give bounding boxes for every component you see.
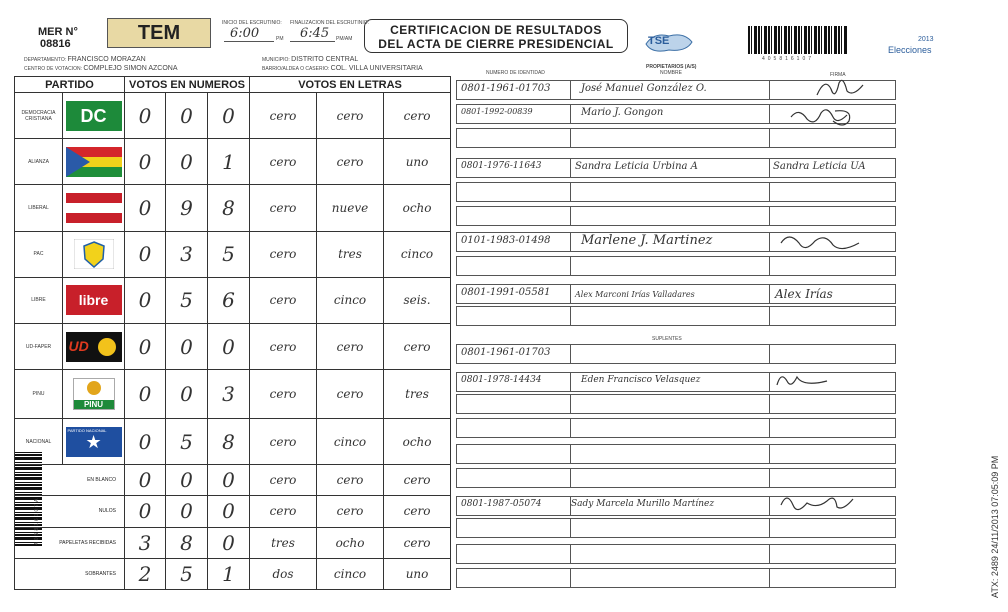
- member-name: José Manuel González O.: [581, 83, 707, 94]
- digit: 6: [208, 277, 250, 323]
- id-cell: [457, 545, 571, 563]
- barcode-top: [748, 26, 848, 54]
- suplentes-label: SUPLENTES: [652, 336, 682, 342]
- start-ampm: PM: [276, 36, 284, 42]
- digit: 1: [208, 558, 250, 589]
- table-row: [15, 93, 451, 139]
- party-name: NACIONAL: [15, 418, 63, 464]
- member-row: [456, 344, 896, 364]
- member-row: [456, 568, 896, 588]
- digit: 0: [125, 93, 166, 139]
- nacional-logo-text: PARTIDO NACIONAL: [67, 427, 107, 433]
- table-row: [15, 139, 451, 185]
- table-row: [15, 418, 451, 464]
- digit: 0: [166, 496, 208, 527]
- party-logo-ud: [63, 324, 125, 370]
- year-label: 2013: [918, 36, 934, 43]
- word: tres: [317, 231, 384, 277]
- table-row: [15, 558, 451, 589]
- pinu-sun-icon: [87, 381, 101, 395]
- party-name: PINU: [15, 370, 63, 419]
- digit: 0: [166, 465, 208, 496]
- id-cell: [457, 183, 571, 201]
- member-row: [456, 444, 896, 464]
- sign-divider: [769, 569, 770, 587]
- table-row: [15, 324, 451, 370]
- word: cinco: [317, 558, 384, 589]
- document-title: [364, 19, 628, 53]
- libre-logo-text: libre: [66, 285, 122, 315]
- word: dos: [250, 558, 317, 589]
- member-id: 0801-1961-01703: [461, 83, 551, 94]
- digit: 0: [125, 185, 166, 231]
- word: cinco: [317, 418, 384, 464]
- digit: 3: [125, 527, 166, 558]
- sign-label: FIRMA: [830, 72, 846, 78]
- table-row: [15, 277, 451, 323]
- word: cero: [317, 93, 384, 139]
- id-cell: [457, 307, 571, 325]
- party-logo-pac: [63, 231, 125, 277]
- results-table: [14, 76, 450, 590]
- sign-divider: [769, 129, 770, 147]
- underline-start: [224, 41, 274, 42]
- id-cell: [457, 469, 571, 487]
- row-label: NULOS: [15, 496, 125, 527]
- title-line-1: CERTIFICACION DE RESULTADOS: [390, 23, 602, 37]
- member-row: [456, 256, 896, 276]
- word: cero: [317, 139, 384, 185]
- alianza-flag-icon: [66, 147, 122, 177]
- digit: 0: [166, 370, 208, 419]
- signature-icon: [777, 491, 857, 517]
- sign-divider: [769, 345, 770, 363]
- signature-icon: [809, 75, 869, 103]
- party-logo-nacional: [63, 418, 125, 464]
- liberal-flag-icon: [66, 193, 122, 223]
- member-id: 0101-1983-01498: [461, 235, 551, 246]
- word: tres: [250, 527, 317, 558]
- table-row: [15, 496, 451, 527]
- owners-label: PROPIETARIOS (A/S): [646, 64, 697, 70]
- signature-icon: [787, 103, 857, 129]
- end-time: 6:45: [300, 26, 330, 41]
- col-letters: VOTOS EN LETRAS: [250, 77, 451, 93]
- digit: 0: [166, 324, 208, 370]
- digit: 0: [208, 465, 250, 496]
- mer-number: 08816: [40, 38, 71, 50]
- tse-logo: [642, 30, 696, 56]
- sign-divider: [769, 545, 770, 563]
- digit: 8: [208, 185, 250, 231]
- party-name: PAC: [15, 231, 63, 277]
- digit: 8: [208, 418, 250, 464]
- id-cell: [457, 395, 571, 413]
- member-id: 0801-1961-01703: [461, 347, 551, 358]
- digit: 5: [166, 418, 208, 464]
- table-header-row: [15, 77, 451, 93]
- results-grid: [14, 76, 451, 590]
- digit: 5: [208, 231, 250, 277]
- id-label: NUMERO DE IDENTIDAD: [486, 70, 545, 76]
- word: cero: [250, 139, 317, 185]
- row-label: SOBRANTES: [15, 558, 125, 589]
- end-ampm: PM/AM: [336, 36, 353, 42]
- id-cell: [457, 445, 571, 463]
- party-logo-alianza: [63, 139, 125, 185]
- digit: 1: [208, 139, 250, 185]
- table-row: [15, 231, 451, 277]
- pinu-logo-text: PINU: [74, 400, 114, 409]
- col-numbers: VOTOS EN NUMEROS: [125, 77, 250, 93]
- sign-divider: [769, 373, 770, 391]
- member-name: Mario J. Gongon: [581, 107, 664, 118]
- digit: 8: [166, 527, 208, 558]
- member-name: Eden Francisco Velasquez: [581, 375, 701, 385]
- party-logo-liberal: [63, 185, 125, 231]
- word: cero: [317, 496, 384, 527]
- member-row: [456, 544, 896, 564]
- sign-divider: [769, 207, 770, 225]
- sign-divider: [769, 285, 770, 303]
- id-cell: [457, 569, 571, 587]
- muni-label: MUNICIPIO: DISTRITO CENTRAL: [262, 56, 359, 63]
- digit: 3: [208, 370, 250, 419]
- id-cell: [457, 419, 571, 437]
- word: ocho: [384, 418, 451, 464]
- pinu-logo-box: [73, 378, 115, 410]
- word: cero: [384, 496, 451, 527]
- word: uno: [384, 139, 451, 185]
- digit: 0: [125, 465, 166, 496]
- word: cinco: [317, 277, 384, 323]
- party-logo-dc: [63, 93, 125, 139]
- member-row: [456, 206, 896, 226]
- sign-divider: [769, 233, 770, 251]
- sign-divider: [769, 257, 770, 275]
- sun-icon: [98, 338, 116, 356]
- party-name: LIBERAL: [15, 185, 63, 231]
- sign-divider: [769, 419, 770, 437]
- member-signature: Alex Irías: [775, 287, 833, 301]
- signature-icon: [775, 229, 865, 257]
- digit: 0: [208, 93, 250, 139]
- star-icon: ★: [85, 431, 102, 452]
- word: cero: [250, 231, 317, 277]
- digit: 0: [166, 93, 208, 139]
- member-row: [456, 104, 896, 124]
- digit: 0: [125, 231, 166, 277]
- word: cero: [250, 370, 317, 419]
- elecciones-logo: [884, 36, 944, 60]
- word: cero: [250, 496, 317, 527]
- table-row: [15, 527, 451, 558]
- digit: 0: [208, 496, 250, 527]
- party-logo-libre: [63, 277, 125, 323]
- member-name: Sandra Leticia Urbina A: [575, 161, 698, 172]
- word: tres: [384, 370, 451, 419]
- id-cell: [457, 519, 571, 537]
- title-line-2: DEL ACTA DE CIERRE PRESIDENCIAL: [378, 37, 614, 51]
- table-row: [15, 370, 451, 419]
- member-id: 0801-1978-14434: [461, 375, 542, 385]
- digit: 0: [208, 527, 250, 558]
- member-row: [456, 394, 896, 414]
- word: cero: [317, 324, 384, 370]
- start-label: INICIO DEL ESCRUTINIO:: [222, 20, 282, 26]
- center-label: CENTRO DE VOTACION: COMPLEJO SIMON AZCONA: [24, 65, 178, 72]
- timestamp-stamp: ATX: 2489 24/11/2013 07:05:09 PM: [990, 455, 1000, 598]
- member-row: [456, 128, 896, 148]
- digit: 0: [125, 324, 166, 370]
- word: ocho: [317, 527, 384, 558]
- member-row: [456, 284, 896, 304]
- sign-divider: [769, 469, 770, 487]
- digit: 0: [208, 324, 250, 370]
- word: cero: [317, 465, 384, 496]
- row-label: EN BLANCO: [15, 465, 125, 496]
- id-cell: [457, 207, 571, 225]
- party-name: UD-FAPER: [15, 324, 63, 370]
- member-id: 0801-1992-00839: [461, 107, 533, 116]
- dept-label: DEPARTAMENTO: FRANCISCO MORAZAN: [24, 56, 146, 63]
- word: cinco: [384, 231, 451, 277]
- elecciones-label: Elecciones: [888, 45, 932, 55]
- member-row: [456, 418, 896, 438]
- party-logo-pinu: [63, 370, 125, 419]
- party-name: DEMOCRACIA CRISTIANA: [15, 93, 63, 139]
- word: cero: [384, 465, 451, 496]
- signature-icon: [773, 367, 833, 393]
- sign-divider: [769, 519, 770, 537]
- word: uno: [384, 558, 451, 589]
- name-label: NOMBRE: [660, 70, 682, 76]
- digit: 0: [125, 418, 166, 464]
- member-id: 0801-1976-11643: [461, 161, 542, 171]
- member-row: [456, 80, 896, 100]
- member-name: Sady Marcela Murillo Martínez: [571, 499, 715, 509]
- word: cero: [384, 324, 451, 370]
- member-name: Alex Marconi Irías Valladares: [575, 290, 695, 299]
- digit: 0: [125, 496, 166, 527]
- word: ocho: [384, 185, 451, 231]
- sign-divider: [769, 183, 770, 201]
- digit: 0: [125, 277, 166, 323]
- member-row: [456, 372, 896, 392]
- end-label: FINALIZACION DEL ESCRUTINIO:: [290, 20, 369, 26]
- ud-logo-box: [66, 332, 122, 362]
- digit: 3: [166, 231, 208, 277]
- word: cero: [250, 324, 317, 370]
- member-signature: Sandra Leticia UA: [773, 161, 866, 172]
- member-row: [456, 182, 896, 202]
- col-party: PARTIDO: [15, 77, 125, 93]
- pac-shield-icon: [74, 239, 114, 269]
- ud-logo-text: UD: [68, 337, 89, 354]
- digit: 0: [166, 139, 208, 185]
- barcode-left-text: 405816107A: [34, 496, 40, 545]
- word: cero: [250, 418, 317, 464]
- nacional-logo-box: [66, 427, 122, 457]
- member-row: [456, 232, 896, 252]
- underline-end: [290, 41, 335, 42]
- start-time: 6:00: [230, 26, 260, 41]
- member-row: [456, 306, 896, 326]
- member-row: [456, 496, 896, 516]
- party-name: LIBRE: [15, 277, 63, 323]
- table-row: [15, 185, 451, 231]
- digit: 5: [166, 277, 208, 323]
- member-row: [456, 158, 896, 178]
- digit: 9: [166, 185, 208, 231]
- member-row: [456, 468, 896, 488]
- word: cero: [250, 93, 317, 139]
- sign-divider: [769, 445, 770, 463]
- word: cero: [384, 527, 451, 558]
- word: cero: [250, 185, 317, 231]
- digit: 0: [125, 370, 166, 419]
- word: cero: [384, 93, 451, 139]
- table-row: [15, 465, 451, 496]
- sign-divider: [769, 307, 770, 325]
- member-row: [456, 518, 896, 538]
- member-id: 0801-1987-05074: [461, 499, 542, 509]
- sign-divider: [769, 105, 770, 123]
- barrio-label: BARRIO/ALDEA O CASERIO: COL. VILLA UNIVERSITARIA: [262, 65, 423, 72]
- sign-divider: [769, 497, 770, 515]
- mer-label: MER N°: [38, 26, 78, 38]
- party-name: ALIANZA: [15, 139, 63, 185]
- sign-divider: [769, 159, 770, 177]
- member-name: Marlene J. Martinez: [581, 233, 713, 248]
- digit: 0: [125, 139, 166, 185]
- tse-label: TSE: [648, 35, 670, 47]
- word: nueve: [317, 185, 384, 231]
- barcode-top-text: 405816107: [762, 56, 815, 62]
- sign-divider: [769, 395, 770, 413]
- member-id: 0801-1991-05581: [461, 287, 551, 298]
- word: seis.: [384, 277, 451, 323]
- row-label: PAPELETAS RECIBIDAS: [15, 527, 125, 558]
- digit: 2: [125, 558, 166, 589]
- word: cero: [317, 370, 384, 419]
- word: cero: [250, 465, 317, 496]
- type-badge: TEM: [107, 18, 211, 48]
- digit: 5: [166, 558, 208, 589]
- id-cell: [457, 129, 571, 147]
- id-cell: [457, 257, 571, 275]
- dc-logo-text: DC: [66, 101, 122, 131]
- sign-divider: [769, 81, 770, 99]
- word: cero: [250, 277, 317, 323]
